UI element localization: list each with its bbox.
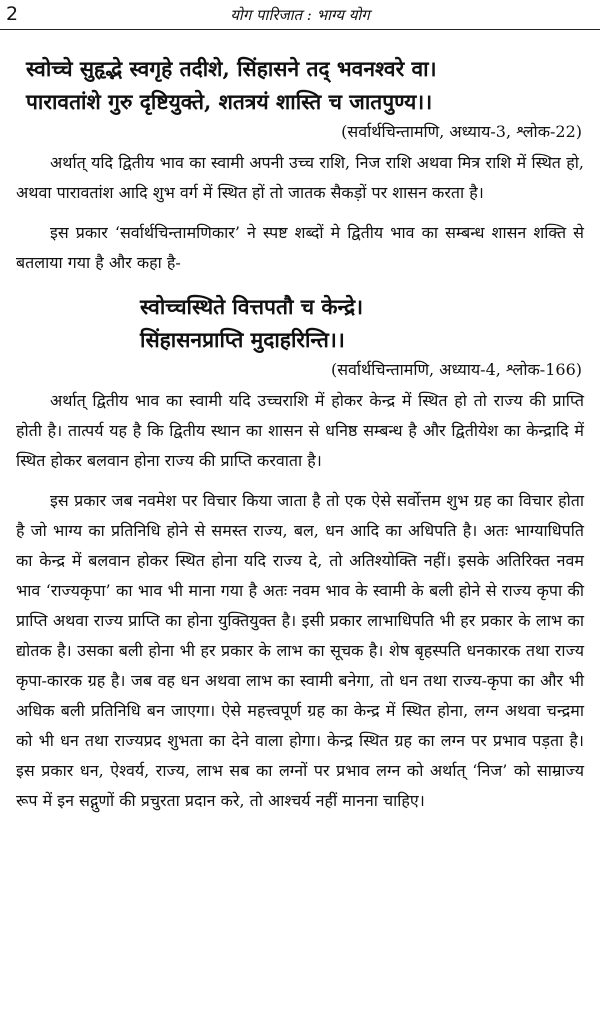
paragraph-1: अर्थात् यदि द्वितीय भाव का स्वामी अपनी उच्च राशि, निज राशि अथवा मित्र राशि में स्थित हो, अथवा पारावतांश आदि शुभ वर्ग में स्थित हों तो जातक सैकड़ों पर शासन करता है।	[16, 153, 584, 202]
verse-1-citation: (सर्वार्थचिन्तामणि, अध्याय-3, श्लोक-22)	[341, 122, 582, 141]
verse-block-1	[16, 52, 584, 118]
page-content	[16, 52, 584, 816]
header-rule	[0, 29, 600, 30]
verse-1-line-2: पारावतांशे गुरु दृष्टियुक्ते, शतत्रयं शास्ति च जातपुण्य।।	[26, 89, 433, 114]
verse-1-line-1: स्वोच्चे सुहृद्भे स्वगृहे तदीशे, सिंहासने तद् भवनश्वरे वा।	[26, 56, 437, 81]
page-header	[0, 0, 600, 30]
paragraph-3: अर्थात् द्वितीय भाव का स्वामी यदि उच्चराशि में होकर केन्द्र में स्थित हो तो राज्य की प्राप्ति होती है। तात्पर्य यह है कि द्वितीय स्थान का शासन से धनिष्ठ सम्बन्ध है और द्वितीयेश का केन्द्रादि में स्थित होकर बलवान होना राज्य की प्राप्ति करवाता है।	[16, 391, 584, 470]
paragraph-2: इस प्रकार ‘सर्वार्थचिन्तामणिकार’ ने स्पष्ट शब्दों मे द्वितीय भाव का सम्बन्ध शासन शक्ति से बतलाया गया है और कहा है-	[16, 223, 584, 272]
spacer	[16, 278, 584, 290]
verse-2-line-1: स्वोच्चस्थिते वित्तपतौ च केन्द्रे।	[140, 294, 364, 319]
verse-block-2	[16, 290, 584, 356]
running-head: योग पारिजात : भाग्य योग	[230, 6, 370, 24]
verse-2-line-2: सिंहासनप्राप्ति मुदाहरिन्ति।।	[140, 327, 345, 352]
verse-2-citation: (सर्वार्थचिन्तामणि, अध्याय-4, श्लोक-166)	[330, 360, 582, 379]
paragraph-4: इस प्रकार जब नवमेश पर विचार किया जाता है तो एक ऐसे सर्वोत्तम शुभ ग्रह का विचार होता है जो भाग्य का प्रतिनिधि होने से समस्त राज्य, बल, धन आदि का अधिपति है। अतः भाग्याधिपति का केन्द्र में बलवान होकर स्थित होना यदि राज्य दे, तो अतिश्योक्ति नहीं। इसके अतिरिक्त नवम भाव ‘राज्यकृपा’ का भाव भी माना गया है अतः नवम भाव के स्वामी के बली होने से राज्य कृपा की प्राप्ति अथवा राज्य प्राप्ति का होना युक्तियुक्त है। इसी प्रकार लाभाधिपति भी हर प्रकार के लाभ का द्योतक है। उसका बली होना भी हर प्रकार के लाभ का सूचक है। शेष बृहस्पति धनकारक तथा राज्य कृपा-कारक ग्रह है। जब वह धन अथवा लाभ का स्वामी बनेगा, तो धन तथा राज्य-कृपा का और भी अधिक बली प्रतिनिधि बन जाएगा। ऐसे महत्त्वपूर्ण ग्रह का केन्द्र में स्थित होना, लग्न अथवा चन्द्रमा को भी धन तथा राज्यप्रद शुभता का देने वाला होगा। केन्द्र स्थित ग्रह का लग्न पर प्रभाव पड़ता है। इस प्रकार धन, ऐश्वर्य, राज्य, लाभ सब का लग्नों पर प्रभाव लग्न को अर्थात् ‘निज’ को साम्राज्य रूप में इन सद्गुणों की प्रचुरता प्रदान करे, तो आश्चर्य नहीं मानना चाहिए।	[16, 491, 584, 810]
page-number: 2	[6, 3, 19, 25]
